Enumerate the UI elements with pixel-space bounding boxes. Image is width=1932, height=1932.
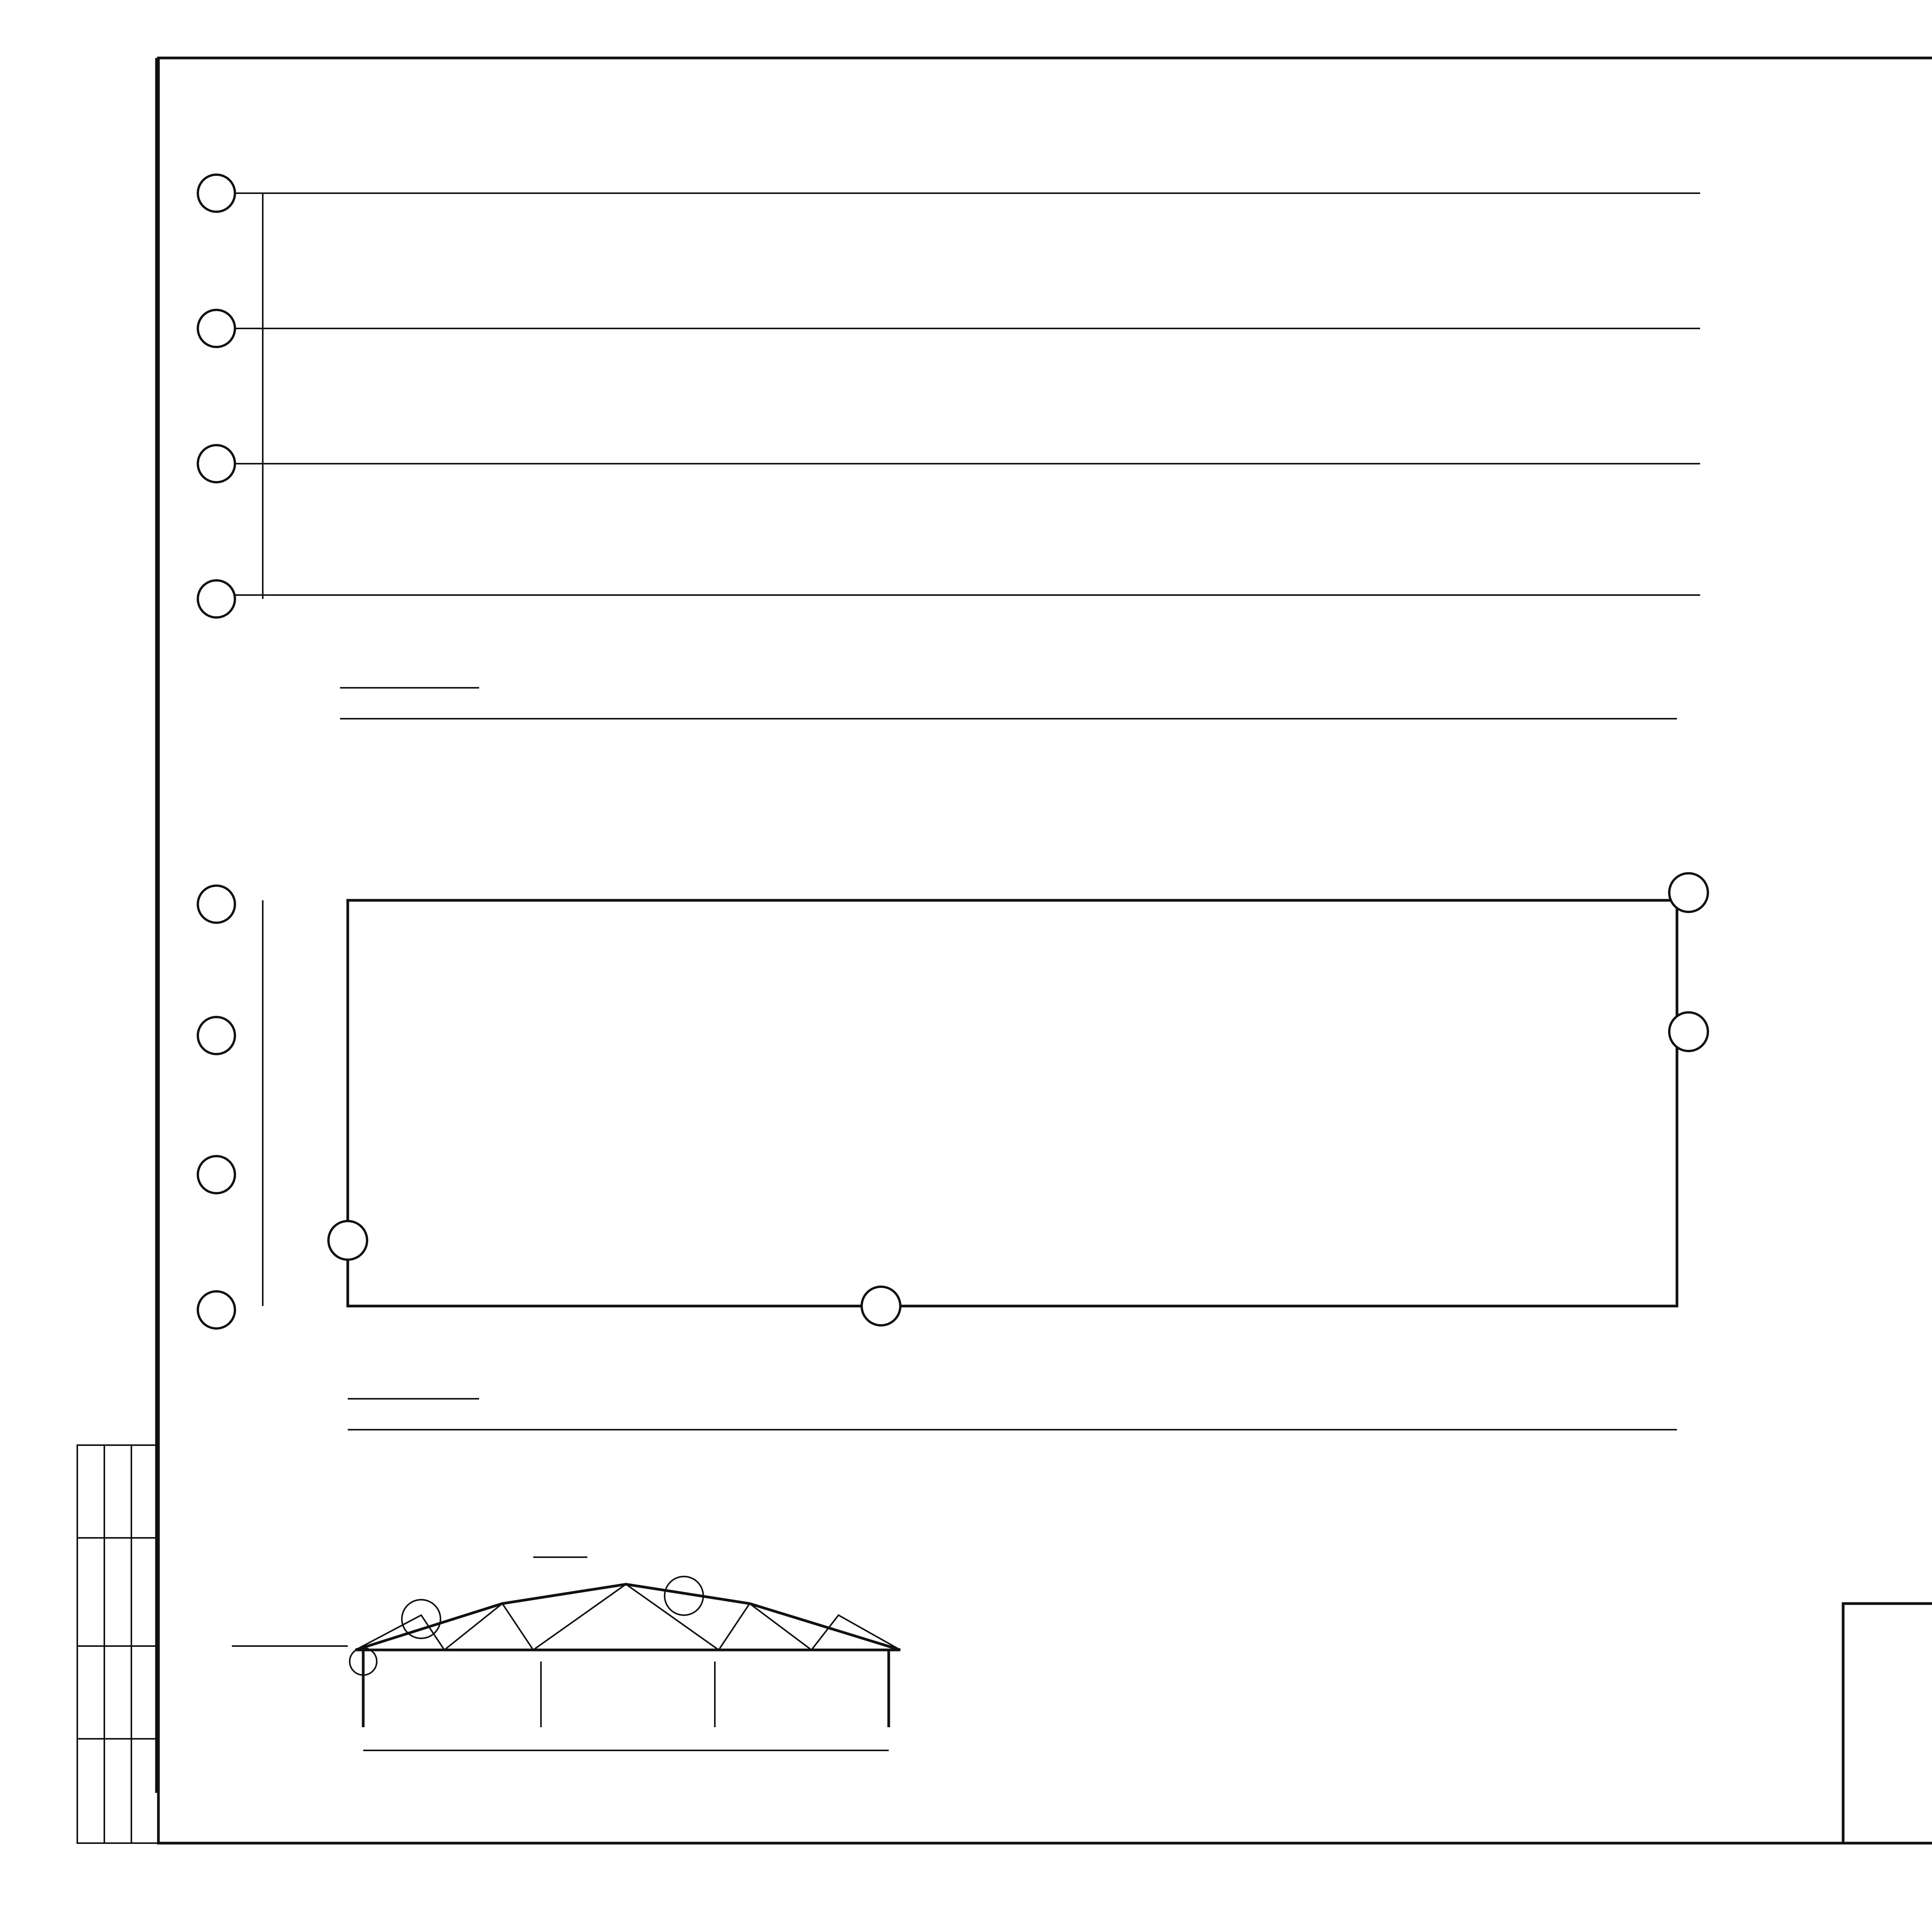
node-callout-2 (862, 1287, 900, 1325)
left-stamp-strip (77, 1445, 158, 1843)
node-callout-3b (328, 1221, 367, 1260)
title-block (1843, 1480, 1932, 1843)
slab-plan (198, 873, 1708, 1430)
sheet-frame (158, 58, 1932, 1843)
slab-plan-outline (348, 900, 1677, 1306)
node-callout-3 (1669, 1012, 1708, 1051)
node-callout-1 (1669, 873, 1708, 912)
truss-plan (198, 175, 1700, 719)
section-1-1 (232, 1557, 900, 1750)
